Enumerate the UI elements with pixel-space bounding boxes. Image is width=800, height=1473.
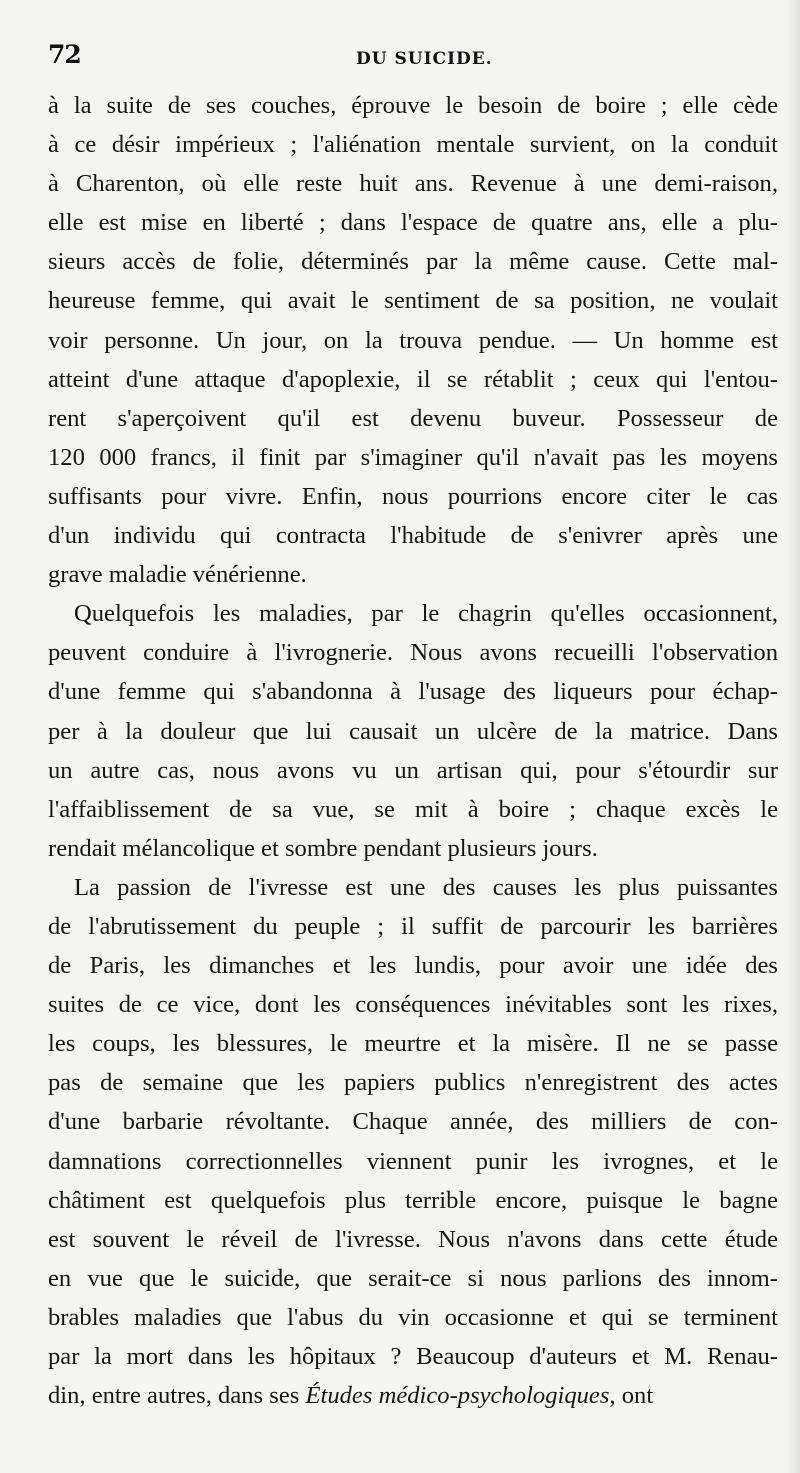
text-line: grave maladie vénérienne. [48,561,307,589]
text-line: par la mort dans les hôpitaux ? Beaucoup d'auteurs et M. Renau- [48,1343,778,1370]
text-line: damnations correctionnelles viennent punir les ivrognes, et le [48,1147,778,1175]
text-line: rendait mélancolique et sombre pendant plusieurs jours. [48,834,598,862]
running-title: DU SUICIDE. [356,49,493,69]
text-line: pas de semaine que les papiers publics n'enregistrent des actes [48,1069,778,1097]
text-line: d'un individu qui contracta l'habitude de s'enivrer après une [48,522,778,550]
text-line: en vue que le suicide, que serait-ce si nous parlions des innom- [48,1264,778,1292]
text-line: châtiment est quelquefois plus terrible encore, puisque le bagne [48,1186,778,1214]
text-line: à ce désir impérieux ; l'aliénation mentale survient, on la conduit [48,131,778,159]
paragraph [48,868,778,1415]
text-line: d'une femme qui s'abandonna à l'usage des liqueurs pour échap- [48,678,778,706]
text-line: peuvent conduire à l'ivrognerie. Nous avons recueilli l'observation [48,639,778,667]
book-title-italic: Études médico-psychologiques [305,1382,610,1410]
text-line: elle est mise en liberté ; dans l'espace de quatre ans, elle a plu- [48,209,778,237]
text-line: atteint d'une attaque d'apoplexie, il se rétablit ; ceux qui l'entou- [48,365,778,393]
text-line: d'une barbarie révoltante. Chaque année, des milliers de con- [48,1108,778,1136]
text-line: din, entre autres, dans ses Études médico-psychologiques, ont [48,1382,654,1410]
text-line: l'affaiblissement de sa vue, se mit à boire ; chaque excès le [48,795,778,823]
text-line: per à la douleur que lui causait un ulcère de la matrice. Dans [48,717,778,745]
text-line: rent s'aperçoivent qu'il est devenu buveur. Possesseur de [48,404,778,432]
text-line: de Paris, les dimanches et les lundis, pour avoir une idée des [48,952,778,980]
text-line: brables maladies que l'abus du vin occasionne et qui se terminent [48,1303,778,1331]
text-line: 120 000 francs, il finit par s'imaginer qu'il n'avait pas les moyens [48,443,778,471]
page-edge-shadow [786,0,800,1473]
paragraph [48,86,778,594]
paragraph [48,594,778,868]
text-line: sieurs accès de folie, déterminés par la même cause. Cette mal- [48,248,778,276]
text-line: voir personne. Un jour, on la trouva pendue. — Un homme est [48,326,778,354]
text-line: à la suite de ses couches, éprouve le besoin de boire ; elle cède [48,92,778,119]
text-line: à Charenton, où elle reste huit ans. Revenue à une demi-raison, [48,170,778,198]
text-line: est souvent le réveil de l'ivresse. Nous n'avons dans cette étude [48,1225,778,1253]
text-line: les coups, les blessures, le meurtre et la misère. Il ne se passe [48,1030,778,1058]
text-line: Quelquefois les maladies, par le chagrin qu'elles occasionnent, [74,600,778,628]
text-line: La passion de l'ivresse est une des causes les plus puissantes [74,873,778,901]
text-line: suites de ce vice, dont les conséquences inévitables sont les rixes, [48,991,778,1019]
body-text [48,86,778,1415]
running-head [48,38,778,78]
text-line: un autre cas, nous avons vu un artisan qui, pour s'étourdir sur [48,756,778,784]
page-number: 72 [48,40,81,69]
text-line: heureuse femme, qui avait le sentiment de sa position, ne voulait [48,287,778,315]
text-line: suffisants pour vivre. Enfin, nous pourrions encore citer le cas [48,482,778,510]
text-line: de l'abrutissement du peuple ; il suffit de parcourir les barrières [48,912,778,940]
